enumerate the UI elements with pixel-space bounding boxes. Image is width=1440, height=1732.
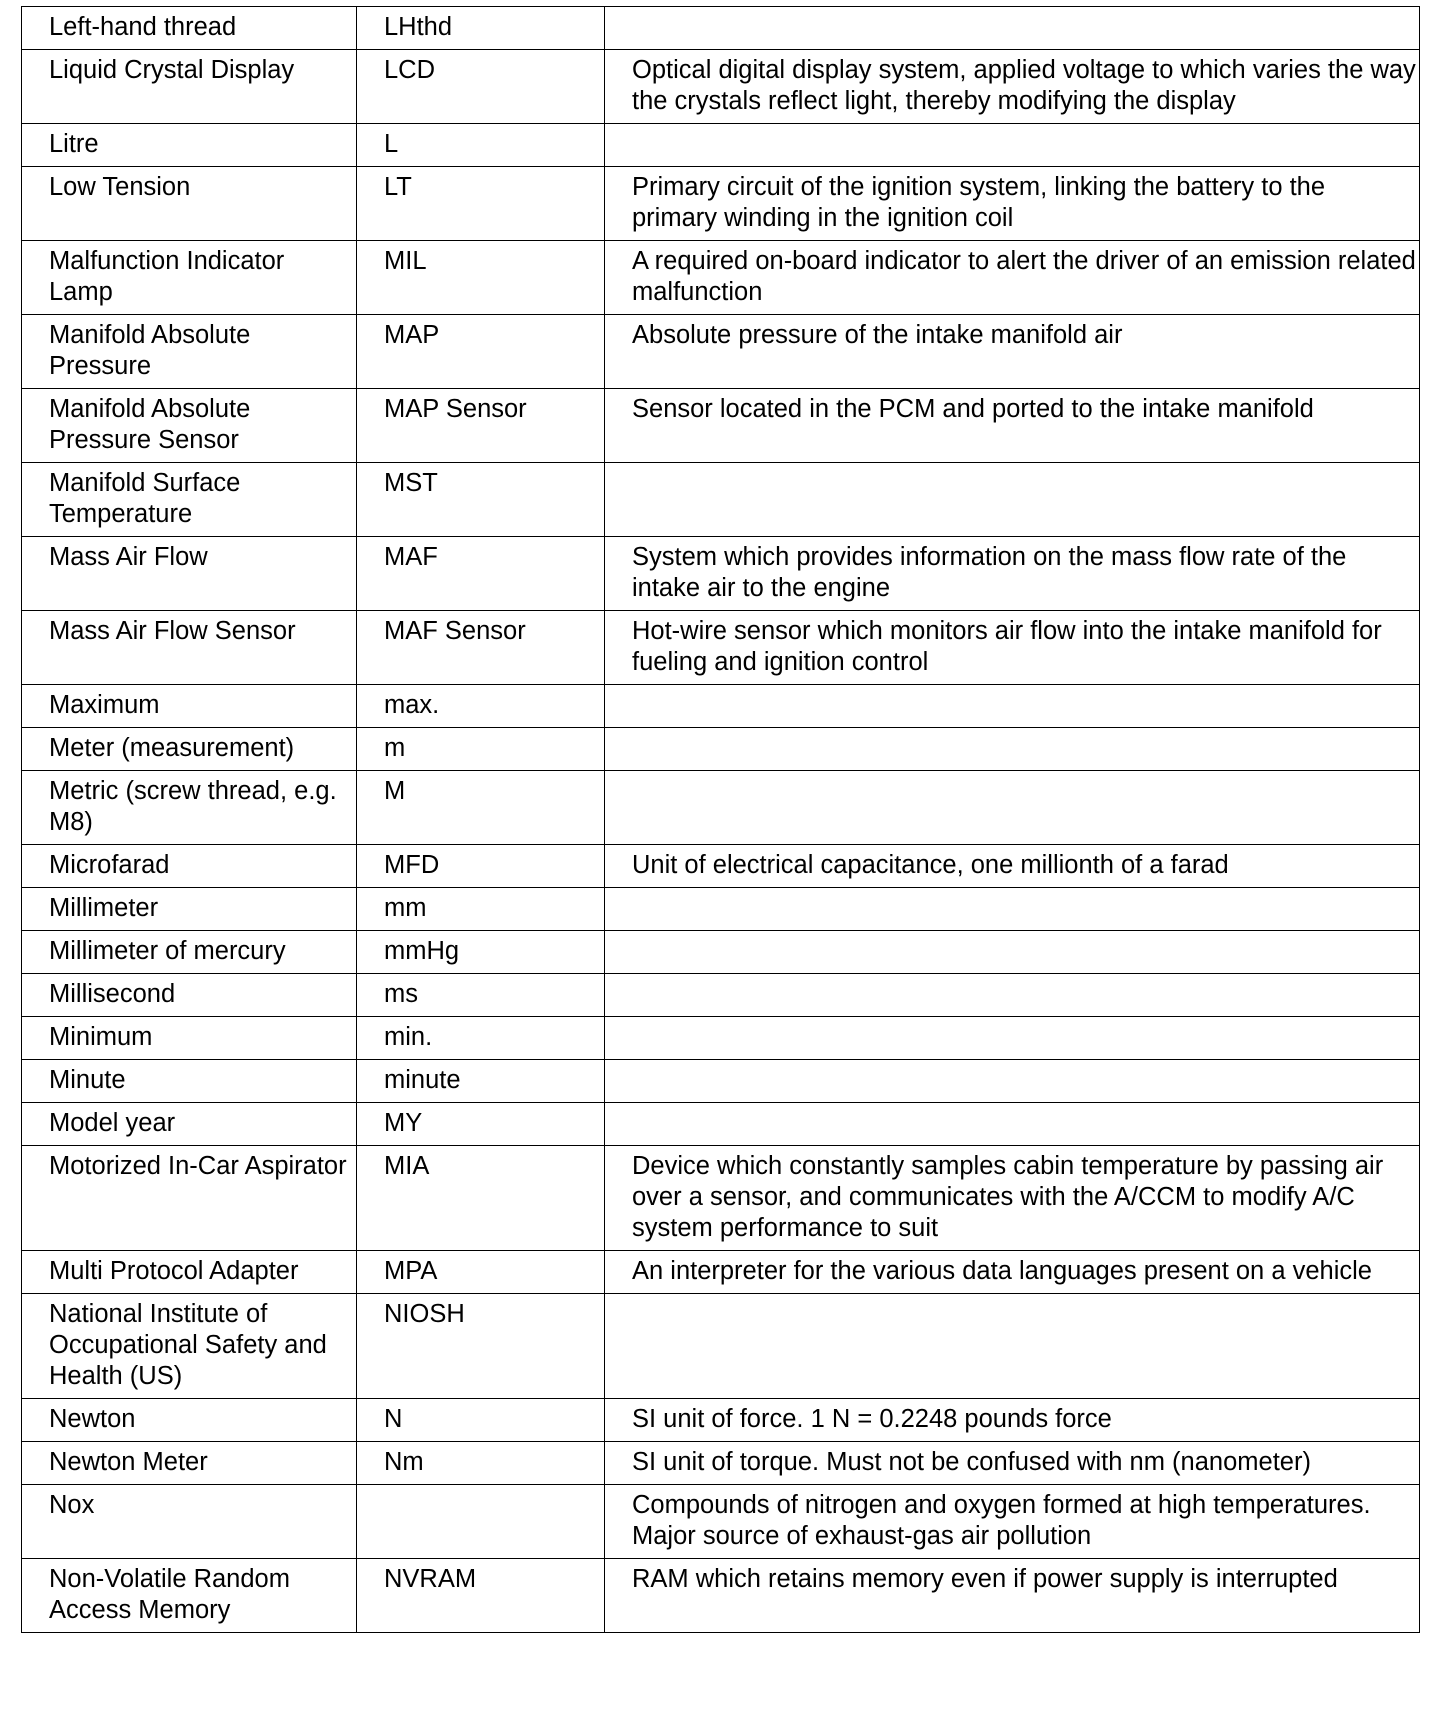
abbreviation-cell: MAF <box>357 537 605 611</box>
table-row <box>22 315 1420 389</box>
description-cell <box>605 1017 1420 1060</box>
table-row <box>22 685 1420 728</box>
description-cell: Absolute pressure of the intake manifold air <box>605 315 1420 389</box>
table-row <box>22 50 1420 124</box>
abbreviation-cell: LCD <box>357 50 605 124</box>
description-cell <box>605 124 1420 167</box>
description-cell: Sensor located in the PCM and ported to the intake manifold <box>605 389 1420 463</box>
table-row <box>22 974 1420 1017</box>
description-cell <box>605 974 1420 1017</box>
term-cell: Mass Air Flow <box>22 537 357 611</box>
table-row <box>22 1103 1420 1146</box>
abbreviation-cell: LT <box>357 167 605 241</box>
description-cell <box>605 7 1420 50</box>
abbreviation-cell: max. <box>357 685 605 728</box>
term-cell: Litre <box>22 124 357 167</box>
table-row <box>22 1017 1420 1060</box>
description-cell: Primary circuit of the ignition system, linking the battery to the primary winding in the ignition coil <box>605 167 1420 241</box>
abbreviation-cell: NVRAM <box>357 1559 605 1633</box>
abbreviation-cell: NIOSH <box>357 1294 605 1399</box>
term-cell: National Institute of Occupational Safety and Health (US) <box>22 1294 357 1399</box>
description-cell: A required on-board indicator to alert the driver of an emission related malfunction <box>605 241 1420 315</box>
table-row <box>22 1060 1420 1103</box>
description-cell <box>605 771 1420 845</box>
table-row <box>22 771 1420 845</box>
table-row <box>22 1146 1420 1251</box>
description-cell <box>605 1294 1420 1399</box>
abbreviation-cell: LHthd <box>357 7 605 50</box>
term-cell: Malfunction Indicator Lamp <box>22 241 357 315</box>
table-row <box>22 537 1420 611</box>
abbreviation-cell: MFD <box>357 845 605 888</box>
abbreviation-cell: mm <box>357 888 605 931</box>
table-row <box>22 1251 1420 1294</box>
table-row <box>22 611 1420 685</box>
abbreviation-cell: minute <box>357 1060 605 1103</box>
term-cell: Maximum <box>22 685 357 728</box>
term-cell: Metric (screw thread, e.g. M8) <box>22 771 357 845</box>
term-cell: Motorized In-Car Aspirator <box>22 1146 357 1251</box>
description-cell: Unit of electrical capacitance, one millionth of a farad <box>605 845 1420 888</box>
term-cell: Left-hand thread <box>22 7 357 50</box>
abbreviation-cell: MAP <box>357 315 605 389</box>
description-cell: SI unit of torque. Must not be confused with nm (nanometer) <box>605 1442 1420 1485</box>
term-cell: Minute <box>22 1060 357 1103</box>
table-row <box>22 463 1420 537</box>
abbreviation-cell: MIL <box>357 241 605 315</box>
term-cell: Microfarad <box>22 845 357 888</box>
table-row <box>22 1399 1420 1442</box>
term-cell: Manifold Absolute Pressure <box>22 315 357 389</box>
table-row <box>22 389 1420 463</box>
abbreviation-cell: MPA <box>357 1251 605 1294</box>
description-cell: Optical digital display system, applied voltage to which varies the way the crystals reflect light, thereby modifying the display <box>605 50 1420 124</box>
description-cell: Hot-wire sensor which monitors air flow into the intake manifold for fueling and ignition control <box>605 611 1420 685</box>
abbreviation-cell: MST <box>357 463 605 537</box>
abbreviation-cell <box>357 1485 605 1559</box>
description-cell <box>605 888 1420 931</box>
description-cell: RAM which retains memory even if power supply is interrupted <box>605 1559 1420 1633</box>
term-cell: Model year <box>22 1103 357 1146</box>
table-row <box>22 888 1420 931</box>
abbreviation-cell: min. <box>357 1017 605 1060</box>
abbreviation-cell: MAF Sensor <box>357 611 605 685</box>
glossary-body <box>22 7 1420 1633</box>
table-row <box>22 124 1420 167</box>
glossary-table <box>21 6 1420 1633</box>
term-cell: Newton Meter <box>22 1442 357 1485</box>
abbreviation-cell: M <box>357 771 605 845</box>
description-cell <box>605 728 1420 771</box>
table-row <box>22 845 1420 888</box>
table-row <box>22 7 1420 50</box>
abbreviation-cell: MAP Sensor <box>357 389 605 463</box>
description-cell <box>605 1060 1420 1103</box>
abbreviation-cell: L <box>357 124 605 167</box>
term-cell: Millisecond <box>22 974 357 1017</box>
term-cell: Manifold Absolute Pressure Sensor <box>22 389 357 463</box>
description-cell: An interpreter for the various data languages present on a vehicle <box>605 1251 1420 1294</box>
table-row <box>22 1442 1420 1485</box>
term-cell: Newton <box>22 1399 357 1442</box>
term-cell: Meter (measurement) <box>22 728 357 771</box>
term-cell: Low Tension <box>22 167 357 241</box>
table-row <box>22 1294 1420 1399</box>
description-cell: Compounds of nitrogen and oxygen formed at high temperatures. Major source of exhaust-gas air pollution <box>605 1485 1420 1559</box>
term-cell: Manifold Surface Temperature <box>22 463 357 537</box>
table-row <box>22 241 1420 315</box>
description-cell <box>605 1103 1420 1146</box>
abbreviation-cell: m <box>357 728 605 771</box>
description-cell <box>605 931 1420 974</box>
term-cell: Millimeter of mercury <box>22 931 357 974</box>
description-cell: System which provides information on the mass flow rate of the intake air to the engine <box>605 537 1420 611</box>
table-row <box>22 1559 1420 1633</box>
abbreviation-cell: Nm <box>357 1442 605 1485</box>
term-cell: Non-Volatile Random Access Memory <box>22 1559 357 1633</box>
term-cell: Nox <box>22 1485 357 1559</box>
abbreviation-cell: mmHg <box>357 931 605 974</box>
table-row <box>22 931 1420 974</box>
term-cell: Minimum <box>22 1017 357 1060</box>
abbreviation-cell: MY <box>357 1103 605 1146</box>
term-cell: Multi Protocol Adapter <box>22 1251 357 1294</box>
description-cell <box>605 685 1420 728</box>
table-row <box>22 1485 1420 1559</box>
table-row <box>22 167 1420 241</box>
description-cell: SI unit of force. 1 N = 0.2248 pounds force <box>605 1399 1420 1442</box>
abbreviation-cell: N <box>357 1399 605 1442</box>
term-cell: Liquid Crystal Display <box>22 50 357 124</box>
description-cell: Device which constantly samples cabin temperature by passing air over a sensor, and communicates with the A/CCM to modify A/C system performance to suit <box>605 1146 1420 1251</box>
term-cell: Mass Air Flow Sensor <box>22 611 357 685</box>
abbreviation-cell: ms <box>357 974 605 1017</box>
table-row <box>22 728 1420 771</box>
description-cell <box>605 463 1420 537</box>
term-cell: Millimeter <box>22 888 357 931</box>
abbreviation-cell: MIA <box>357 1146 605 1251</box>
